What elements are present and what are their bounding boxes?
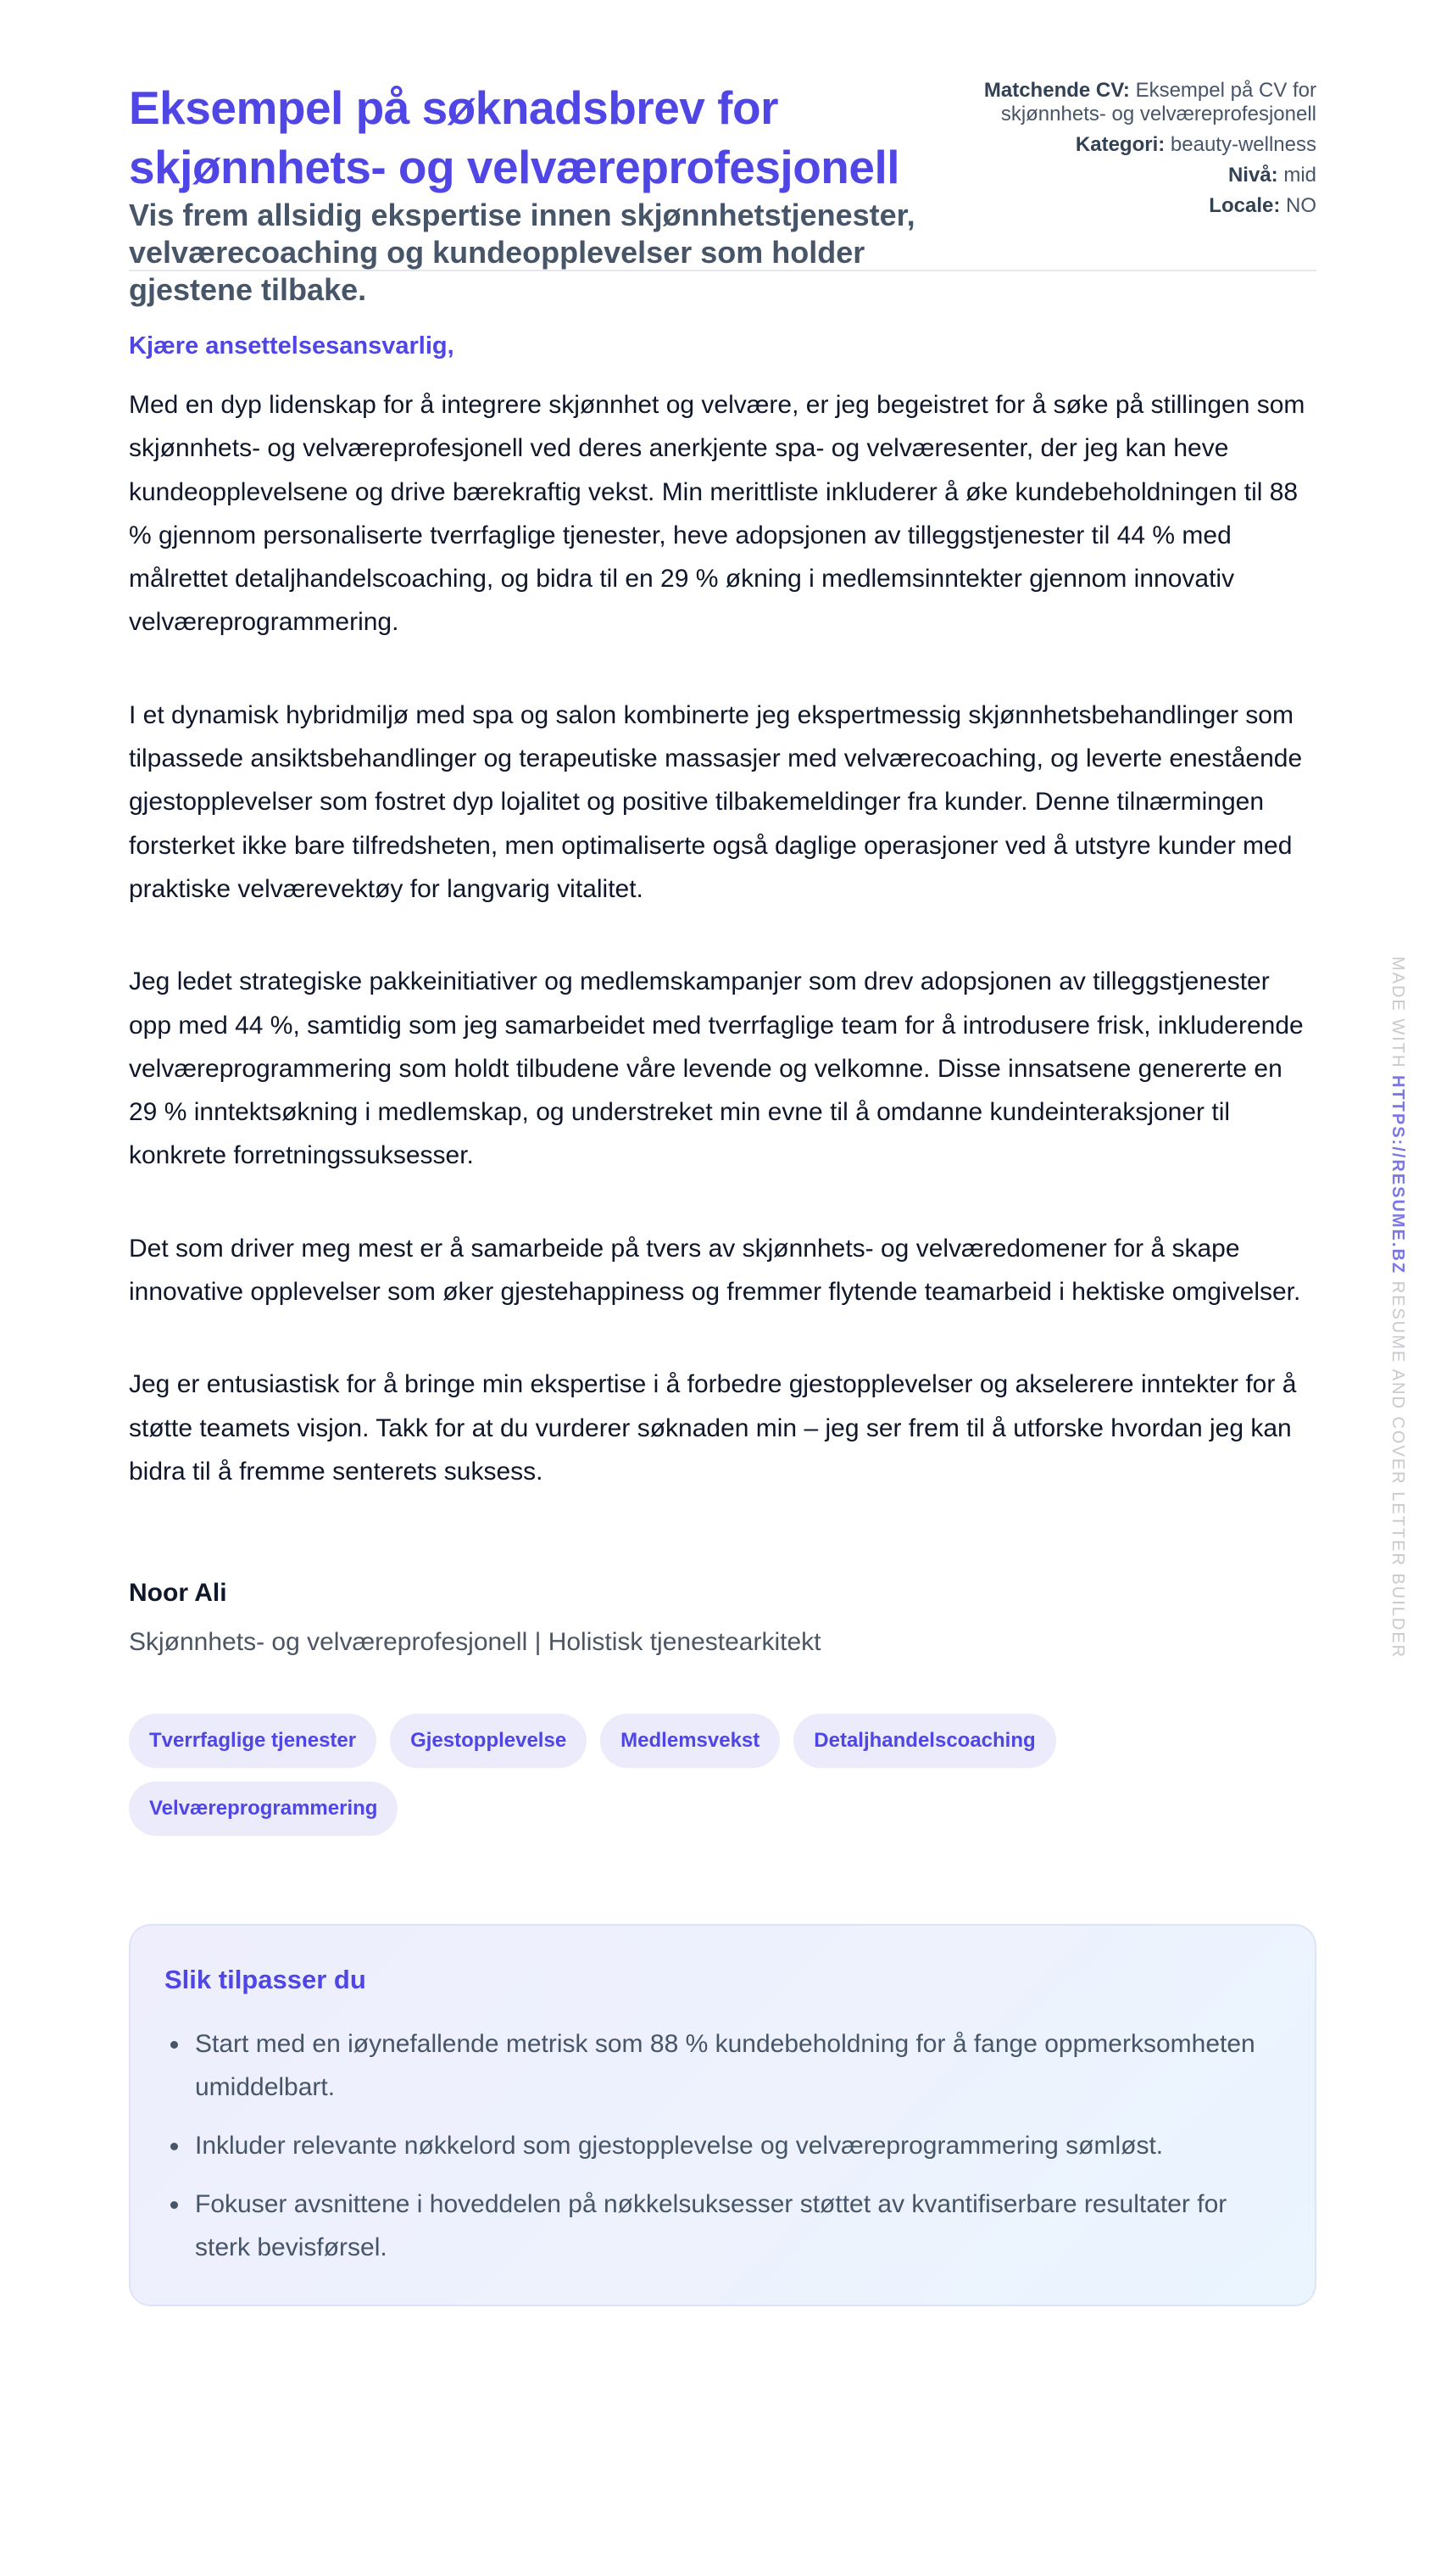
meta-level-value: mid — [1283, 164, 1316, 187]
meta-level-label: Nivå: — [1227, 164, 1278, 187]
tips-item: Start med en iøynefallende metrisk som 88 % kundebeholdning for å fange oppmerksomheten umiddelbart. — [195, 2022, 1281, 2109]
page-header — [129, 0, 1316, 307]
tips-title: Slik tilpasser du — [164, 1965, 366, 1995]
meta-matching-cv-value[interactable]: Eksempel på CV for skjønnhets- og velværeprofesjonell — [1000, 79, 1316, 125]
letter-paragraph: Jeg er entusiastisk for å bringe min ekspertise i å forbedre gjestopplevelser og akselerere inntekter for å støtte teamets visjon. Takk for at du vurderer søknaden min – jeg ser frem til å utforske hvordan jeg kan bidra til å fremme senterets suksess. — [129, 1370, 1297, 1486]
page-subtitle: Vis frem allsidig ekspertise innen skjønnhetstjenester, velværecoaching og kundeopplevelser som holder gjestene tilbake. — [129, 198, 915, 307]
tips-item: Inkluder relevante nøkkelord som gjestopplevelse og velværeprogrammering sømløst. — [195, 2124, 1281, 2167]
signature — [129, 1578, 1316, 1658]
meta-matching-cv-label: Matchende CV: — [983, 79, 1130, 102]
watermark-link[interactable]: HTTPS://RESUME.BZ — [1388, 1075, 1407, 1275]
letter — [129, 331, 1316, 1658]
title-block — [129, 78, 976, 309]
tips-card — [129, 1924, 1316, 2306]
keyword-tags — [129, 1714, 1231, 1836]
watermark-prefix: MADE WITH — [1388, 956, 1407, 1069]
cover-letter-page — [129, 0, 1316, 2306]
page-title: Eksempel på søknadsbrev for skjønnhets- og velværeprofesjonell — [129, 81, 900, 193]
watermark — [1388, 956, 1407, 1659]
keyword-tag: Detaljhandelscoaching — [793, 1714, 1055, 1768]
watermark-suffix: RESUME AND COVER LETTER BUILDER — [1388, 1280, 1407, 1659]
meta-locale-label: Locale: — [1209, 194, 1281, 217]
keyword-tag: Gjestopplevelse — [390, 1714, 587, 1768]
meta-category-value: beauty-wellness — [1170, 133, 1316, 156]
letter-body — [129, 383, 1316, 1493]
meta-locale — [960, 194, 1316, 218]
keyword-tag: Velværeprogrammering — [129, 1781, 398, 1836]
letter-paragraph: Det som driver meg mest er å samarbeide på tvers av skjønnhets- og velværedomener for å skape innovative opplevelser som øker gjestehappiness og fremmer flytende teamarbeid i hektiske omgivelser. — [129, 1234, 1301, 1307]
letter-paragraph: I et dynamisk hybridmiljø med spa og salon kombinerte jeg ekspertmessig skjønnhetsbehandlinger som tilpassede ansiktsbehandlinger og terapeutiske massasjer med velværecoaching, og leverte enestående gjestopplevelser som fostret dyp lojalitet og positive tilbakemeldinger fra kunder. Denne tilnærmingen forsterket ikke bare tilfredsheten, men optimaliserte også daglige operasjoner ved å utstyre kunder med praktiske velværevektøy for langvarig vitalitet. — [129, 700, 1303, 903]
signature-role: Skjønnhets- og velværeprofesjonell | Holistisk tjenestearkitekt — [129, 1628, 821, 1657]
letter-paragraph: Jeg ledet strategiske pakkeinitiativer og medlemskampanjer som drev adopsjonen av tilleggstjenester opp med 44 %, samtidig som jeg samarbeidet med tverrfaglige team for å introdusere frisk, inkluderende velværeprogrammering som holdt tilbudene våre levende og velkomne. Disse innsatsene genererte en 29 % inntektsøkning i medlemskap, og understreket min evne til å omdanne kundeinteraksjoner til konkrete forretningssuksesser. — [129, 967, 1304, 1170]
meta-panel — [960, 79, 1316, 225]
tips-list — [164, 2022, 1281, 2269]
meta-level — [960, 164, 1316, 187]
keyword-tag: Medlemsvekst — [600, 1714, 780, 1768]
keyword-tag: Tverrfaglige tjenester — [129, 1714, 376, 1768]
signature-name: Noor Ali — [129, 1579, 227, 1608]
letter-greeting: Kjære ansettelsesansvarlig, — [129, 332, 454, 360]
meta-locale-value: NO — [1286, 194, 1316, 217]
meta-category — [960, 133, 1316, 157]
letter-paragraph: Med en dyp lidenskap for å integrere skjønnhet og velvære, er jeg begeistret for å søke på stillingen som skjønnhets- og velværeprofesjonell ved deres anerkjente spa- og velværesenter, der jeg kan heve kundeopplevelsene og drive bærekraftig vekst. Min merittliste inkluderer å øke kundebeholdningen til 88 % gjennom personaliserte tverrfaglige tjenester, heve adopsjonen av tilleggstjenester til 44 % med målrettet detaljhandelscoaching, og bidra til en 29 % økning i medlemsinntekter gjennom innovativ velværeprogrammering. — [129, 391, 1305, 637]
meta-category-label: Kategori: — [1075, 133, 1166, 156]
meta-matching-cv — [960, 79, 1316, 126]
tips-item: Fokuser avsnittene i hoveddelen på nøkkelsuksesser støttet av kvantifiserbare resultater for sterk bevisførsel. — [195, 2183, 1281, 2269]
